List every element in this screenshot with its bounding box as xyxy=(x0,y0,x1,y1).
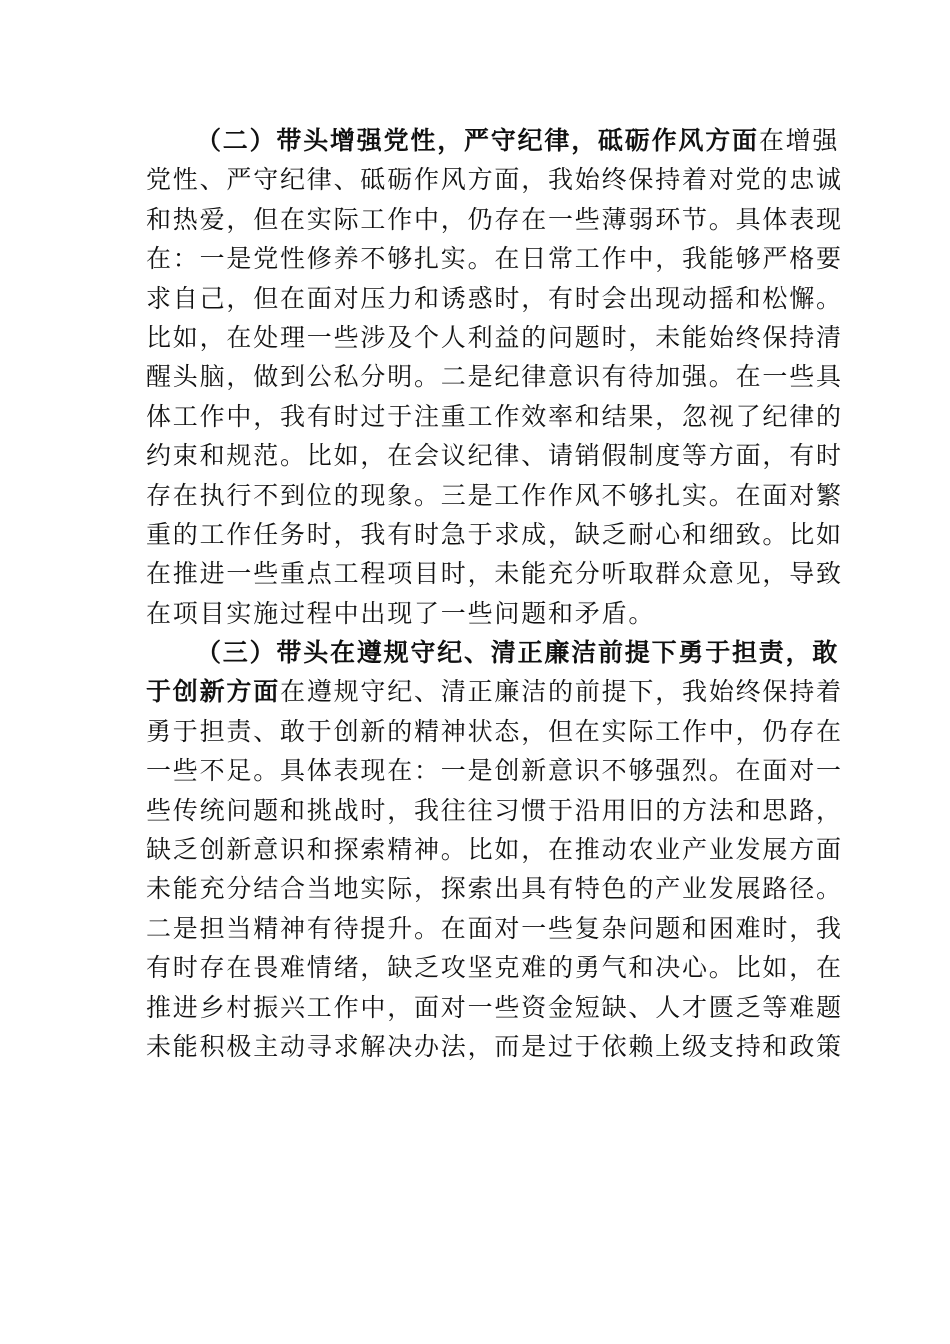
paragraph-line: 推进乡村振兴工作中，面对一些资金短缺、人才匮乏等难题 xyxy=(146,992,843,1022)
paragraph-line xyxy=(146,121,840,160)
section-2-paragraph xyxy=(146,121,843,633)
paragraph-line: 醒头脑，做到公私分明。二是纪律意识有待加强。在一些具 xyxy=(146,362,843,392)
paragraph-line: 重的工作任务时，我有时急于求成，缺乏耐心和细致。比如 xyxy=(146,519,843,549)
section-3-heading-continued: 于创新方面 xyxy=(146,677,281,707)
paragraph-line: 未能积极主动寻求解决办法，而是过于依赖上级支持和政策 xyxy=(146,1031,843,1061)
section-3-paragraph xyxy=(146,633,843,1066)
section-2-heading: （二）带头增强党性，严守纪律，砥砺作风方面 xyxy=(196,126,759,155)
document-body xyxy=(146,121,843,1066)
paragraph-line: 二是担当精神有待提升。在面对一些复杂问题和困难时，我 xyxy=(146,913,843,943)
paragraph-line: 未能充分结合当地实际，探索出具有特色的产业发展路径。 xyxy=(146,874,843,904)
paragraph-line: 缺乏创新意识和探索精神。比如，在推动农业产业发展方面 xyxy=(146,835,843,865)
paragraph-line: 存在执行不到位的现象。三是工作作风不够扎实。在面对繁 xyxy=(146,480,843,510)
paragraph-line xyxy=(146,672,843,711)
paragraph-line: 在：一是党性修养不够扎实。在日常工作中，我能够严格要 xyxy=(146,244,843,274)
paragraph-line: 些传统问题和挑战时，我往往习惯于沿用旧的方法和思路， xyxy=(146,795,843,825)
paragraph-line: 约束和规范。比如，在会议纪律、请销假制度等方面，有时 xyxy=(146,441,843,471)
paragraph-text: 在遵规守纪、清正廉洁的前提下，我始终保持着 xyxy=(280,677,843,707)
paragraph-line: 体工作中，我有时过于注重工作效率和结果，忽视了纪律的 xyxy=(146,401,843,431)
paragraph-line: 在推进一些重点工程项目时，未能充分听取群众意见，导致 xyxy=(146,559,843,589)
paragraph-line: 一些不足。具体表现在：一是创新意识不够强烈。在面对一 xyxy=(146,756,843,786)
paragraph-line: 在项目实施过程中出现了一些问题和矛盾。 xyxy=(146,598,656,628)
paragraph-line: 有时存在畏难情绪，缺乏攻坚克难的勇气和决心。比如，在 xyxy=(146,953,843,983)
paragraph-line: 求自己，但在面对压力和诱惑时，有时会出现动摇和松懈。 xyxy=(146,283,843,313)
section-3-heading: （三）带头在遵规守纪、清正廉洁前提下勇于担责，敢 xyxy=(196,638,840,668)
paragraph-text: 在增强 xyxy=(758,126,840,155)
paragraph-line: 党性、严守纪律、砥砺作风方面，我始终保持着对党的忠诚 xyxy=(146,165,843,195)
paragraph-line: 和热爱，但在实际工作中，仍存在一些薄弱环节。具体表现 xyxy=(146,204,843,234)
paragraph-line: 比如，在处理一些涉及个人利益的问题时，未能始终保持清 xyxy=(146,322,843,352)
paragraph-line: 勇于担责、敢于创新的精神状态，但在实际工作中，仍存在 xyxy=(146,716,843,746)
